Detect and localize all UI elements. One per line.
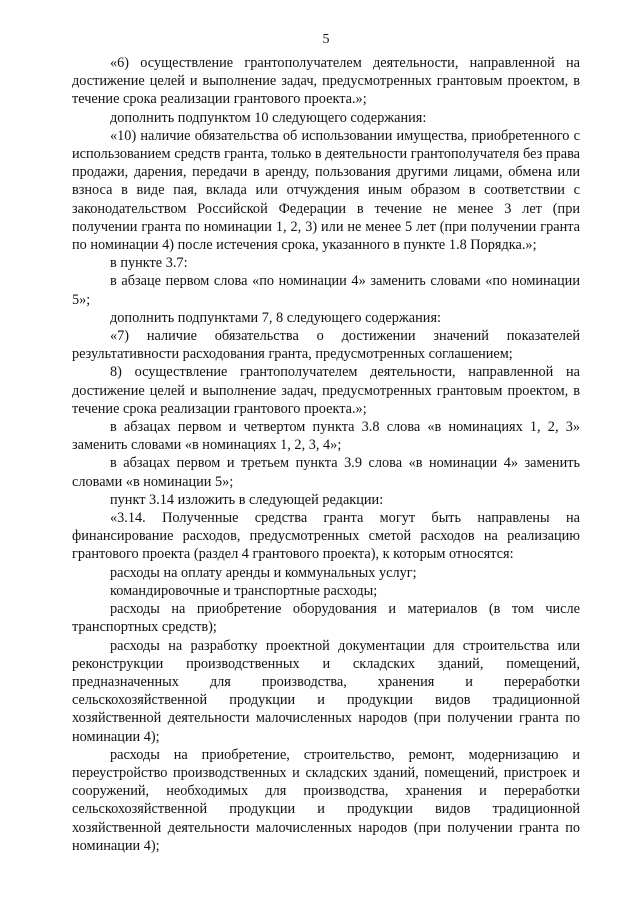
paragraph: «7) наличие обязательства о достижении значений показателей результативности расходования гранта, предусмотренных соглашением; (72, 328, 580, 363)
paragraph: «10) наличие обязательства об использовании имущества, приобретенного с использованием средств гранта, только в деятельности грантополучателя без права продажи, дарения, передачи в аренду, пользования другими лицами, обмена или взноса в виде пая, вклада или отчуждения иным образом в соответствии с законодательством Российской Федерации в течение не менее 3 лет (при получении гранта по номинации 1, 2, 3) или не менее 5 лет (при получении гранта по номинации 4) после истечения срока, указанного в пункте 1.8 Порядка.»; (72, 127, 580, 254)
paragraph: пункт 3.14 изложить в следующей редакции: (110, 491, 384, 508)
paragraph: в абзаце первом слова «по номинации 4» заменить словами «по номинации 5»; (72, 273, 580, 308)
paragraph: в пункте 3.7: (110, 255, 188, 272)
paragraph: расходы на оплату аренды и коммунальных услуг; (110, 564, 417, 581)
paragraph: расходы на разработку проектной документации для строительства или реконструкции производственных и складских зданий, помещений, предназначенных для производства, хранения и переработки сельскохозяйственной продукции и продукции видов традиционной хозяйственной деятельности малочисленных народов (при получении гранта по номинации 4); (72, 637, 580, 745)
page-number: 5 (322, 32, 330, 47)
paragraph: 8) осуществление грантополучателем деятельности, направленной на достижение целей и выполнение задач, предусмотренных грантовым проектом, в течение срока реализации грантового проекта.»; (72, 364, 580, 417)
paragraph: «3.14. Полученные средства гранта могут быть направлены на финансирование расходов, предусмотренных сметой расходов на реализацию грантового проекта (раздел 4 грантового проекта), к которым относятся: (72, 510, 580, 563)
paragraph: «6) осуществление грантополучателем деятельности, направленной на достижение целей и выполнение задач, предусмотренных грантовым проектом, в течение срока реализации грантового проекта.»; (72, 55, 580, 108)
paragraph: расходы на приобретение, строительство, ремонт, модернизацию и переустройство производственных и складских зданий, помещений, пристроек и сооружений, необходимых для производства, хранения и переработки сельскохозяйственной продукции и продукции видов традиционной хозяйственной деятельности малочисленных народов (при получении гранта по номинации 4); (72, 746, 580, 854)
document-body (72, 54, 580, 855)
paragraph: дополнить подпунктом 10 следующего содержания: (110, 109, 427, 126)
paragraph: командировочные и транспортные расходы; (110, 582, 378, 599)
paragraph: в абзацах первом и четвертом пункта 3.8 слова «в номинациях 1, 2, 3» заменить словами «в номинациях 1, 2, 3, 4»; (72, 419, 580, 454)
paragraph: расходы на приобретение оборудования и материалов (в том числе транспортных средств); (72, 601, 580, 636)
paragraph: дополнить подпунктами 7, 8 следующего содержания: (110, 309, 441, 326)
paragraph: в абзацах первом и третьем пункта 3.9 слова «в номинации 4» заменить словами «в номинации 5»; (72, 455, 580, 490)
